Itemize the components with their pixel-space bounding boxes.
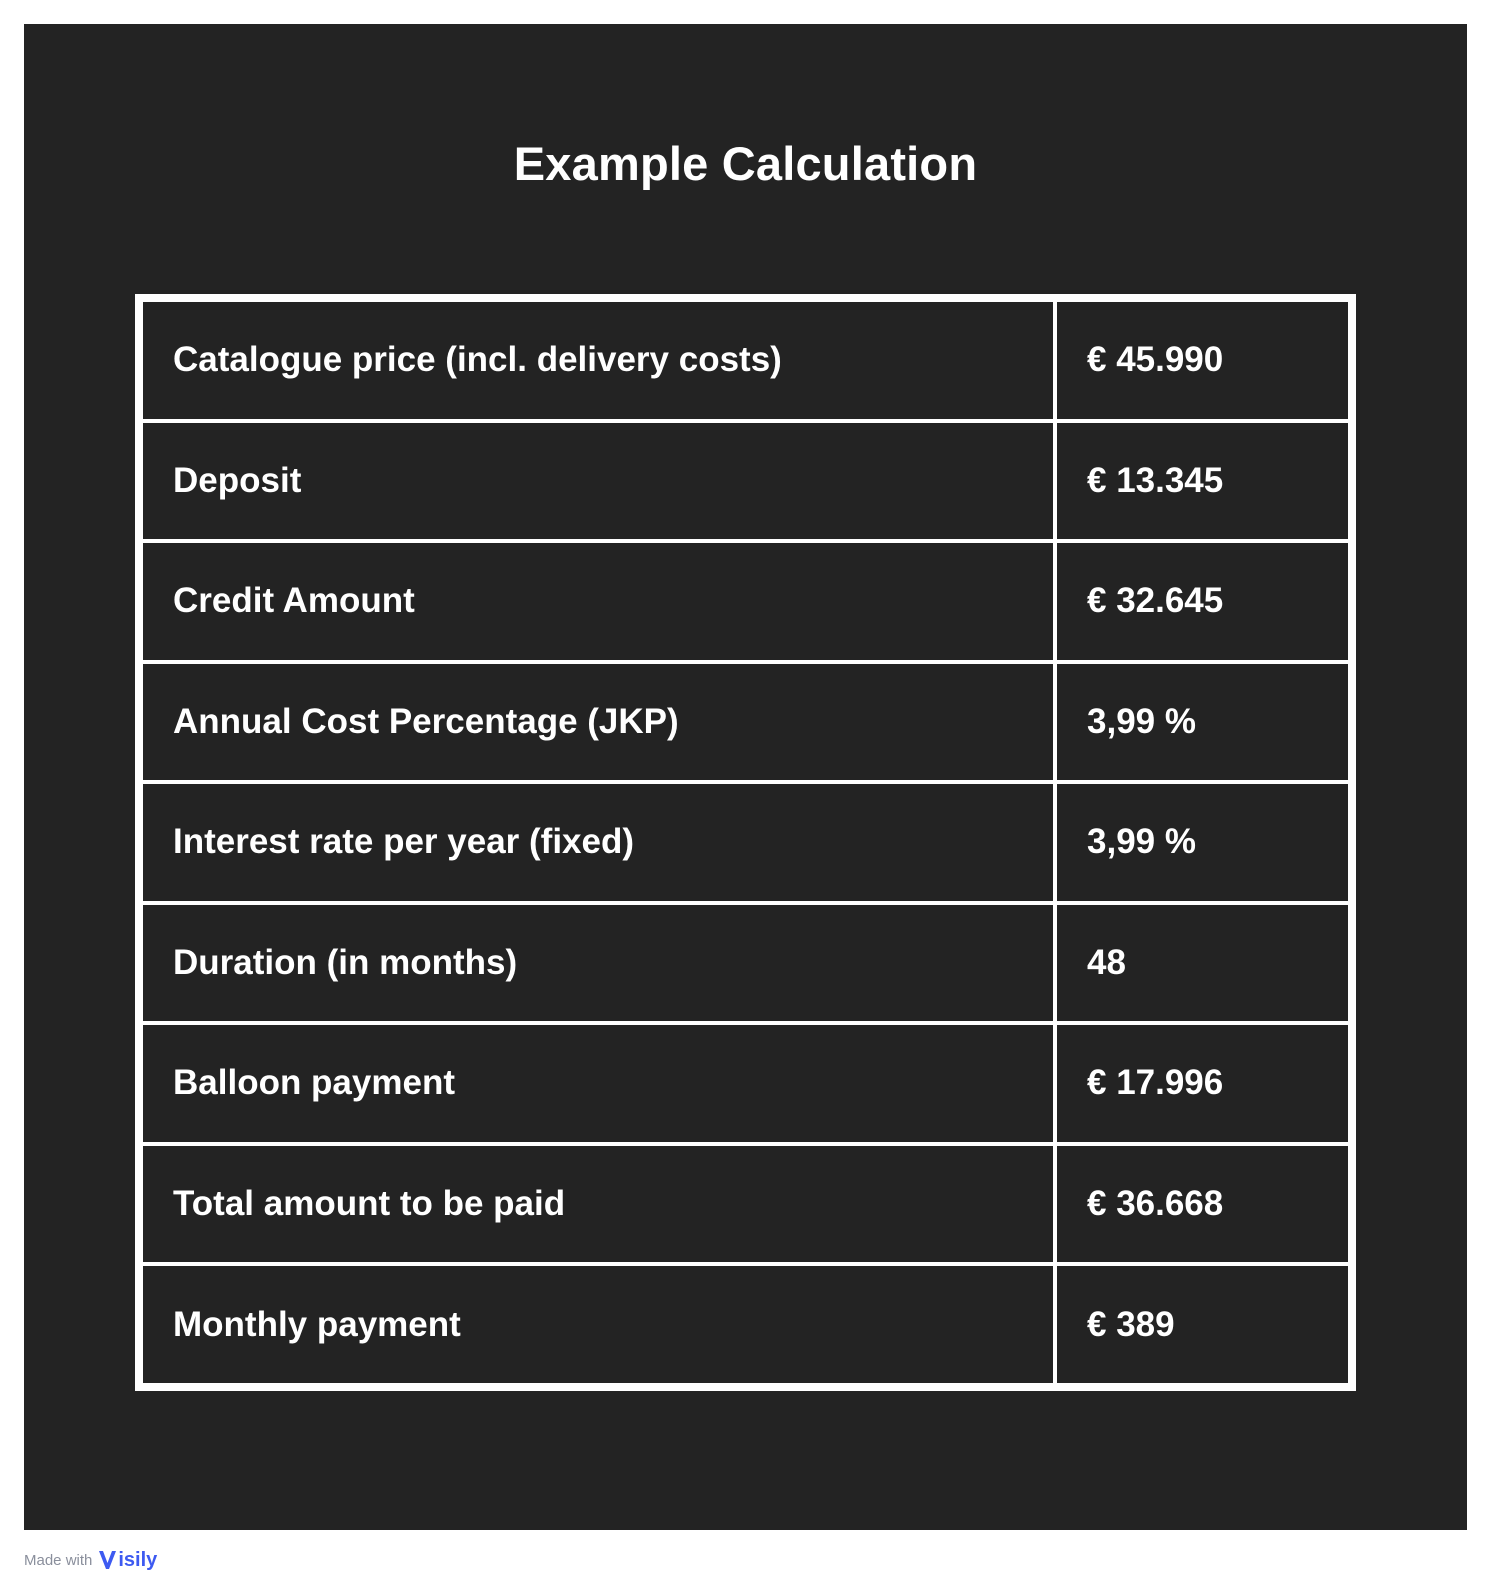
- table-row: [141, 300, 1350, 421]
- calculation-panel: [24, 24, 1467, 1530]
- row-label: Catalogue price (incl. delivery costs): [141, 300, 1055, 421]
- row-value: 3,99 %: [1055, 662, 1350, 783]
- calculation-table-frame: [135, 294, 1356, 1391]
- row-label: Annual Cost Percentage (JKP): [141, 662, 1055, 783]
- page-title: Example Calculation: [513, 137, 978, 190]
- table-row: [141, 782, 1350, 903]
- brand-logo: [98, 1549, 157, 1572]
- row-label: Credit Amount: [141, 541, 1055, 662]
- row-value: € 45.990: [1055, 300, 1350, 421]
- table-row: [141, 1264, 1350, 1385]
- table-row: [141, 421, 1350, 542]
- row-value: 3,99 %: [1055, 782, 1350, 903]
- row-label: Monthly payment: [141, 1264, 1055, 1385]
- row-label: Balloon payment: [141, 1023, 1055, 1144]
- row-value: € 36.668: [1055, 1144, 1350, 1265]
- row-value: € 17.996: [1055, 1023, 1350, 1144]
- made-with-label: Made with: [24, 1551, 93, 1569]
- row-value: 48: [1055, 903, 1350, 1024]
- row-label: Total amount to be paid: [141, 1144, 1055, 1265]
- calculation-table: [139, 298, 1352, 1387]
- row-label: Duration (in months): [141, 903, 1055, 1024]
- row-label: Deposit: [141, 421, 1055, 542]
- row-value: € 13.345: [1055, 421, 1350, 542]
- brand-v-icon: [98, 1549, 118, 1571]
- row-label: Interest rate per year (fixed): [141, 782, 1055, 903]
- table-row: [141, 541, 1350, 662]
- table-row: [141, 1023, 1350, 1144]
- table-row: [141, 1144, 1350, 1265]
- row-value: € 389: [1055, 1264, 1350, 1385]
- table-row: [141, 662, 1350, 783]
- brand-name: isily: [118, 1548, 158, 1571]
- made-with-badge[interactable]: [24, 1545, 157, 1575]
- row-value: € 32.645: [1055, 541, 1350, 662]
- table-row: [141, 903, 1350, 1024]
